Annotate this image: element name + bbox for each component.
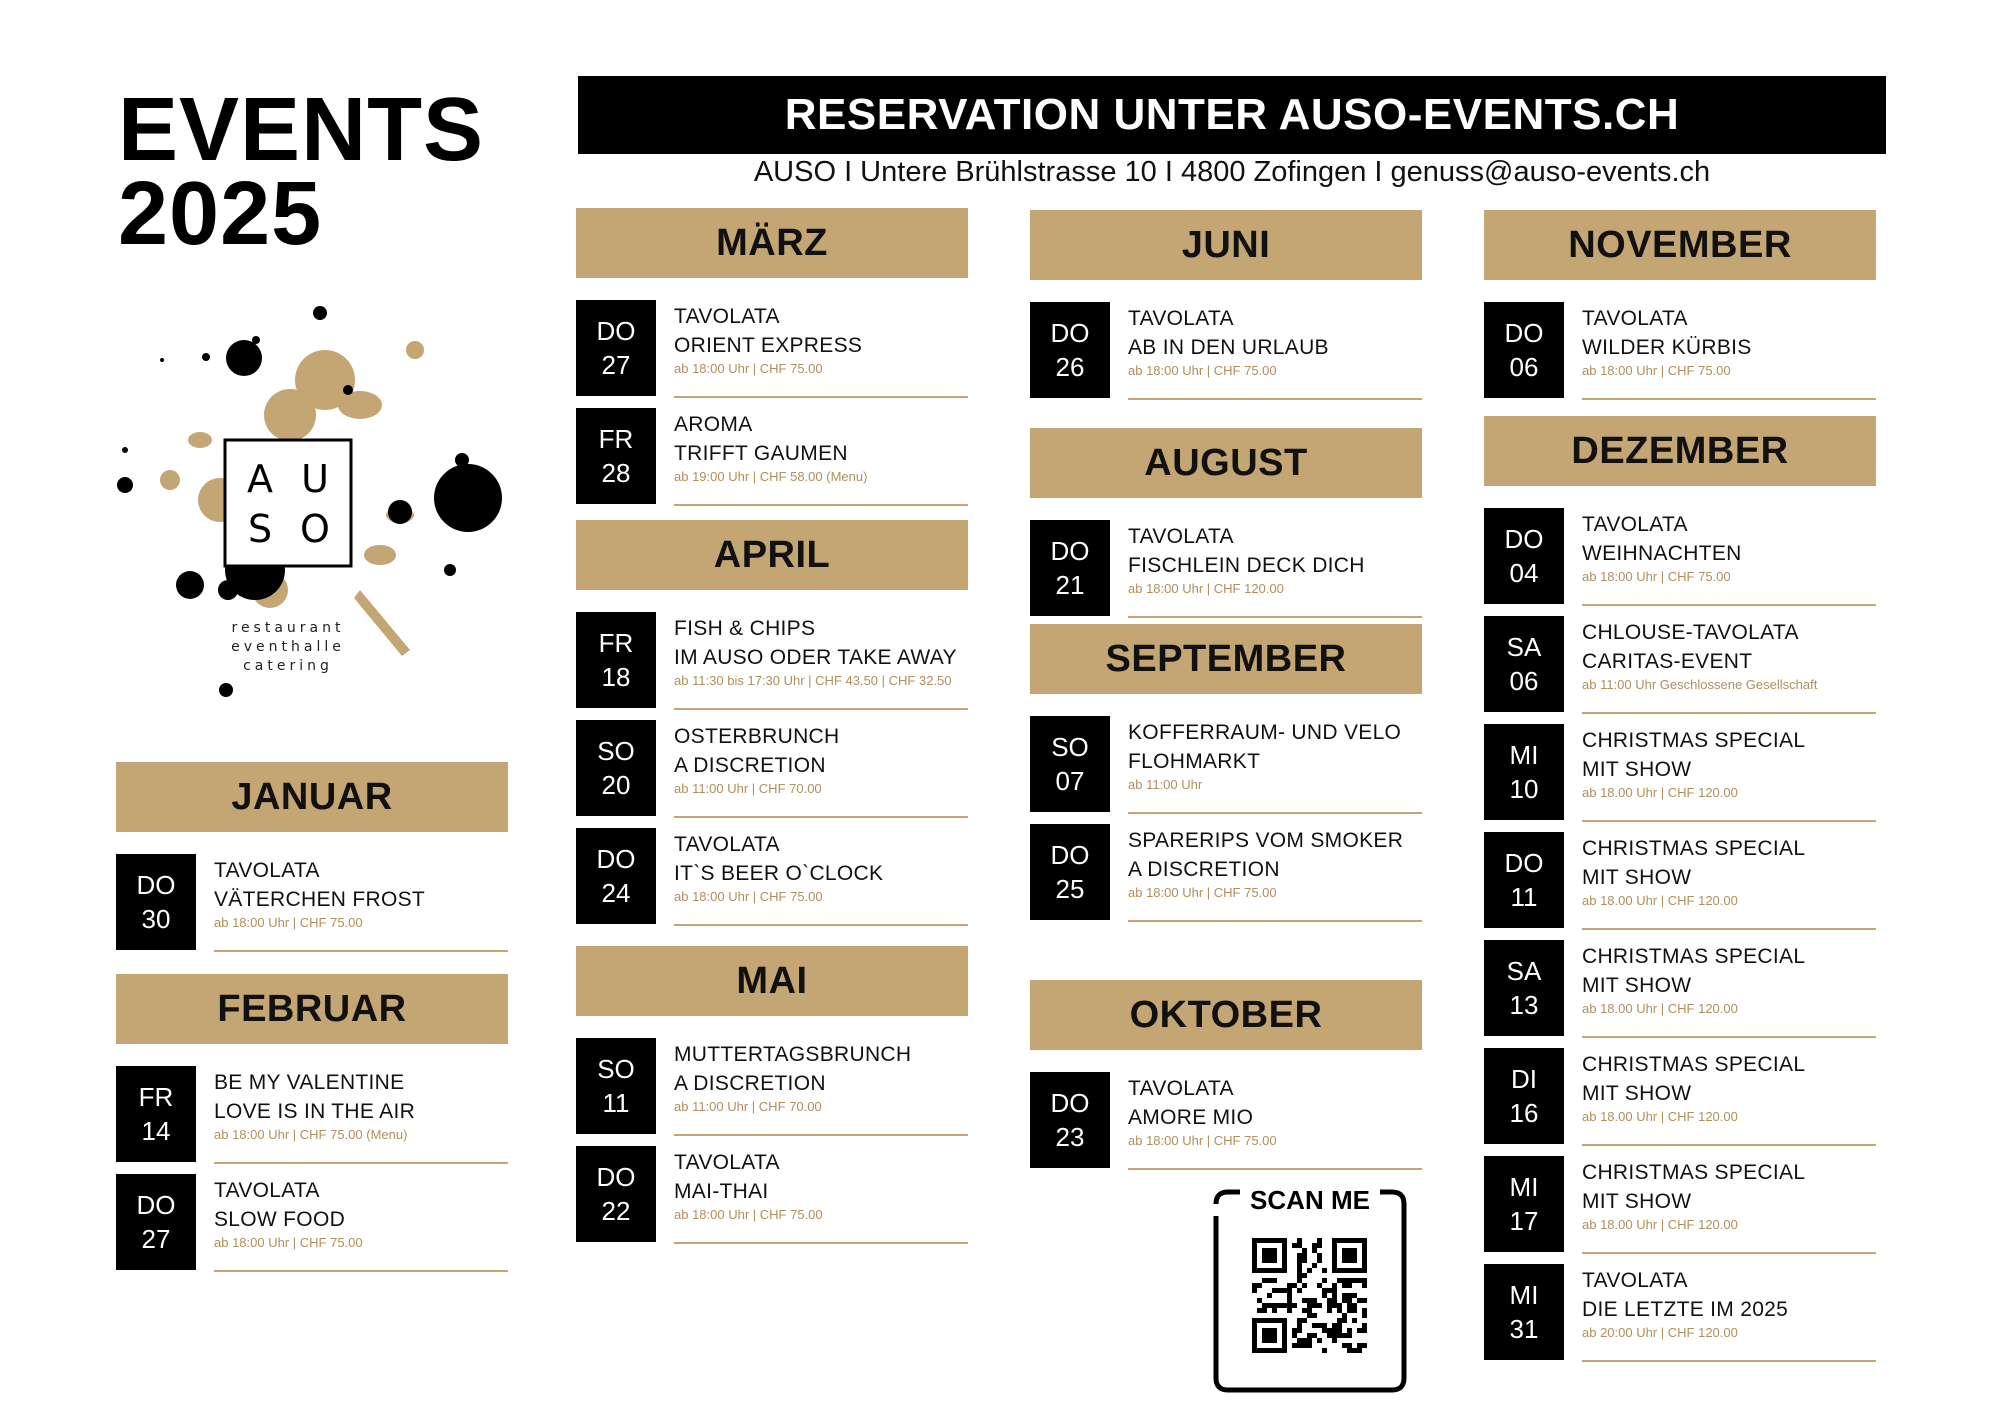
logo-letter-o: O — [300, 507, 330, 551]
event-date-box — [1030, 1072, 1110, 1168]
event-info — [1582, 304, 1876, 400]
month-header-august: AUGUST — [1030, 428, 1422, 498]
event-info — [1582, 1050, 1876, 1146]
event-weekday: DO — [1050, 1088, 1090, 1118]
event-day-number: 06 — [1509, 352, 1539, 382]
event-title: FISH & CHIPS — [674, 617, 816, 640]
event-info — [674, 1148, 968, 1244]
month-section-februar — [116, 974, 508, 1282]
logo-tagline-eventhalle: eventhalle — [231, 639, 345, 655]
event-date-box — [1484, 1156, 1564, 1252]
event-row[interactable] — [576, 720, 968, 816]
event-weekday: SO — [1051, 732, 1089, 762]
event-subtitle: FISCHLEIN DECK DICH — [1128, 554, 1365, 577]
event-subtitle: MIT SHOW — [1582, 974, 1692, 997]
event-row[interactable] — [1484, 724, 1876, 820]
event-day-number: 17 — [1509, 1206, 1539, 1236]
event-subtitle: MIT SHOW — [1582, 866, 1692, 889]
event-day-number: 14 — [141, 1116, 171, 1146]
event-info — [1128, 718, 1422, 814]
event-details: ab 18:00 Uhr | CHF 75.00 — [1128, 363, 1277, 378]
event-weekday: SO — [597, 736, 635, 766]
event-day-number: 04 — [1509, 558, 1539, 588]
event-title: TAVOLATA — [674, 833, 780, 856]
event-details: ab 18:00 Uhr | CHF 75.00 — [1128, 1133, 1277, 1148]
event-details: ab 18:00 Uhr | CHF 75.00 — [214, 1235, 363, 1250]
event-title: TAVOLATA — [214, 859, 320, 882]
event-subtitle: LOVE IS IN THE AIR — [214, 1100, 416, 1123]
month-section-juni — [1030, 210, 1422, 410]
month-header-maerz: MÄRZ — [576, 208, 968, 278]
event-row[interactable] — [1484, 940, 1876, 1036]
event-day-number: 13 — [1509, 990, 1539, 1020]
event-day-number: 24 — [601, 878, 631, 908]
event-info — [1128, 304, 1422, 400]
event-subtitle: MAI-THAI — [674, 1180, 769, 1203]
event-details: ab 11:00 Uhr | CHF 70.00 — [674, 781, 822, 796]
event-details: ab 18:00 Uhr | CHF 75.00 (Menu) — [214, 1127, 408, 1142]
event-day-number: 22 — [601, 1196, 631, 1226]
event-title: SPARERIPS VOM SMOKER — [1128, 829, 1404, 852]
event-info — [1582, 510, 1876, 606]
event-details: ab 18.00 Uhr | CHF 120.00 — [1582, 785, 1738, 800]
event-weekday: FR — [598, 628, 634, 658]
event-title: CHRISTMAS SPECIAL — [1582, 729, 1806, 752]
event-day-number: 30 — [141, 904, 171, 934]
event-title: AROMA — [674, 413, 753, 436]
logo-letter-s: S — [247, 507, 273, 551]
event-weekday: DO — [596, 1162, 636, 1192]
event-row[interactable] — [116, 854, 508, 950]
month-section-september — [1030, 624, 1422, 932]
event-subtitle: SLOW FOOD — [214, 1208, 346, 1231]
event-title: CHRISTMAS SPECIAL — [1582, 945, 1806, 968]
logo-tagline-restaurant: restaurant — [231, 620, 345, 636]
event-date-box — [116, 854, 196, 950]
event-date-box — [1484, 302, 1564, 398]
event-row[interactable] — [1484, 302, 1876, 398]
event-weekday: DO — [1050, 536, 1090, 566]
event-date-box — [1030, 302, 1110, 398]
event-subtitle: MIT SHOW — [1582, 1190, 1692, 1213]
event-title: BE MY VALENTINE — [214, 1071, 405, 1094]
month-section-august — [1030, 428, 1422, 628]
event-info — [674, 1040, 968, 1136]
event-title: CHRISTMAS SPECIAL — [1582, 1053, 1806, 1076]
event-subtitle: VÄTERCHEN FROST — [214, 888, 426, 911]
event-subtitle: MIT SHOW — [1582, 1082, 1692, 1105]
month-header-september: SEPTEMBER — [1030, 624, 1422, 694]
month-header-februar: FEBRUAR — [116, 974, 508, 1044]
event-date-box — [116, 1066, 196, 1162]
page-title — [118, 80, 485, 264]
month-header-juni: JUNI — [1030, 210, 1422, 280]
month-header-oktober: OKTOBER — [1030, 980, 1422, 1050]
event-title: TAVOLATA — [674, 305, 780, 328]
event-weekday: SA — [1506, 632, 1542, 662]
event-row[interactable] — [576, 828, 968, 924]
event-row[interactable] — [1484, 832, 1876, 928]
event-date-box — [576, 828, 656, 924]
month-header-januar: JANUAR — [116, 762, 508, 832]
event-day-number: 07 — [1055, 766, 1085, 796]
event-row[interactable] — [1484, 1264, 1876, 1360]
event-info — [1128, 522, 1422, 618]
logo-letter-u: U — [301, 457, 329, 501]
event-title: CHRISTMAS SPECIAL — [1582, 1161, 1806, 1184]
title-line-year: 2025 — [118, 164, 323, 264]
event-day-number: 18 — [601, 662, 631, 692]
month-section-november — [1484, 210, 1876, 410]
event-weekday: MI — [1509, 1280, 1539, 1310]
event-title: TAVOLATA — [214, 1179, 320, 1202]
event-row[interactable] — [116, 1066, 508, 1162]
event-info — [1582, 1266, 1876, 1362]
event-info — [1128, 826, 1422, 922]
event-subtitle: MIT SHOW — [1582, 758, 1692, 781]
event-title: OSTERBRUNCH — [674, 725, 840, 748]
event-row[interactable] — [1030, 520, 1422, 616]
event-row[interactable] — [1484, 616, 1876, 712]
event-details: ab 18:00 Uhr | CHF 75.00 — [674, 889, 823, 904]
event-subtitle: FLOHMARKT — [1128, 750, 1261, 773]
event-day-number: 31 — [1509, 1314, 1539, 1344]
event-title: TAVOLATA — [1128, 307, 1234, 330]
event-subtitle: TRIFFT GAUMEN — [674, 442, 848, 465]
event-weekday: DO — [1050, 840, 1090, 870]
event-row[interactable] — [1030, 1072, 1422, 1168]
event-subtitle: IM AUSO ODER TAKE AWAY — [674, 646, 957, 669]
event-day-number: 27 — [601, 350, 631, 380]
event-details: ab 18:00 Uhr | CHF 120.00 — [1128, 581, 1284, 596]
event-row[interactable] — [1484, 1048, 1876, 1144]
event-title: TAVOLATA — [1582, 307, 1688, 330]
event-details: ab 19:00 Uhr | CHF 58.00 (Menu) — [674, 469, 868, 484]
event-title: TAVOLATA — [674, 1151, 780, 1174]
event-weekday: DO — [1504, 524, 1544, 554]
event-day-number: 06 — [1509, 666, 1539, 696]
event-details: ab 18:00 Uhr | CHF 75.00 — [674, 361, 823, 376]
event-subtitle: A DISCRETION — [1128, 858, 1280, 881]
event-details: ab 18:00 Uhr | CHF 75.00 — [1582, 363, 1731, 378]
event-weekday: FR — [138, 1082, 174, 1112]
event-row[interactable] — [1030, 824, 1422, 920]
scan-me-label: SCAN ME — [1250, 1186, 1370, 1215]
event-day-number: 25 — [1055, 874, 1085, 904]
event-details: ab 18.00 Uhr | CHF 120.00 — [1582, 1217, 1738, 1232]
event-date-box — [1030, 824, 1110, 920]
logo-letter-a: A — [247, 457, 273, 501]
event-row[interactable] — [1484, 1156, 1876, 1252]
event-details: ab 11:30 bis 17:30 Uhr | CHF 43.50 | CHF 32.50 — [674, 673, 952, 688]
event-date-box — [1484, 724, 1564, 820]
event-date-box — [1484, 616, 1564, 712]
event-info — [1582, 942, 1876, 1038]
event-weekday: SA — [1506, 956, 1542, 986]
month-header-november: NOVEMBER — [1484, 210, 1876, 280]
event-info — [214, 856, 508, 952]
event-weekday: DO — [1050, 318, 1090, 348]
event-date-box — [576, 612, 656, 708]
event-details: ab 11:00 Uhr Geschlossene Gesellschaft — [1582, 677, 1818, 692]
event-day-number: 23 — [1055, 1122, 1085, 1152]
event-details: ab 18:00 Uhr | CHF 75.00 — [214, 915, 363, 930]
event-details: ab 18.00 Uhr | CHF 120.00 — [1582, 1001, 1738, 1016]
qr-scan-box[interactable] — [1210, 1186, 1410, 1396]
event-title: TAVOLATA — [1128, 525, 1234, 548]
event-details: ab 11:00 Uhr | CHF 70.00 — [674, 1099, 822, 1114]
event-details: ab 18:00 Uhr | CHF 75.00 — [674, 1207, 823, 1222]
event-details: ab 18:00 Uhr | CHF 75.00 — [1128, 885, 1277, 900]
event-info — [214, 1068, 508, 1164]
event-info — [674, 302, 968, 398]
event-weekday: DO — [596, 316, 636, 346]
event-row[interactable] — [576, 612, 968, 708]
event-date-box — [576, 720, 656, 816]
event-details: ab 18:00 Uhr | CHF 75.00 — [1582, 569, 1731, 584]
event-row[interactable] — [1030, 302, 1422, 398]
auso-logo — [110, 300, 510, 700]
event-info — [1582, 834, 1876, 930]
event-subtitle: ORIENT EXPRESS — [674, 334, 863, 357]
event-row[interactable] — [116, 1174, 508, 1270]
event-row[interactable] — [576, 1038, 968, 1134]
event-info — [674, 614, 968, 710]
month-header-mai: MAI — [576, 946, 968, 1016]
event-day-number: 20 — [601, 770, 631, 800]
event-weekday: SO — [597, 1054, 635, 1084]
month-section-oktober — [1030, 980, 1422, 1180]
event-info — [1128, 1074, 1422, 1170]
event-title: TAVOLATA — [1128, 1077, 1234, 1100]
event-info — [674, 722, 968, 818]
event-weekday: DO — [1504, 848, 1544, 878]
month-section-mai — [576, 946, 968, 1254]
event-info — [674, 830, 968, 926]
event-subtitle: AB IN DEN URLAUB — [1128, 336, 1329, 359]
event-info — [1582, 618, 1876, 714]
event-info — [674, 410, 968, 506]
event-title: CHRISTMAS SPECIAL — [1582, 837, 1806, 860]
event-weekday: DO — [136, 1190, 176, 1220]
event-date-box — [1484, 1048, 1564, 1144]
event-weekday: MI — [1509, 1172, 1539, 1202]
month-section-januar — [116, 762, 508, 962]
event-details: ab 20:00 Uhr | CHF 120.00 — [1582, 1325, 1738, 1340]
event-subtitle: AMORE MIO — [1128, 1106, 1254, 1129]
event-title: TAVOLATA — [1582, 513, 1688, 536]
event-day-number: 21 — [1055, 570, 1085, 600]
event-date-box — [116, 1174, 196, 1270]
event-weekday: FR — [598, 424, 634, 454]
logo-tagline-catering: catering — [243, 658, 333, 674]
event-date-box — [1484, 832, 1564, 928]
event-weekday: DO — [1504, 318, 1544, 348]
event-subtitle: WILDER KÜRBIS — [1582, 336, 1752, 359]
title-line-events: EVENTS — [118, 80, 485, 180]
event-date-box — [1484, 940, 1564, 1036]
event-day-number: 26 — [1055, 352, 1085, 382]
event-subtitle: DIE LETZTE IM 2025 — [1582, 1298, 1789, 1321]
event-title: MUTTERTAGSBRUNCH — [674, 1043, 912, 1066]
event-date-box — [1030, 716, 1110, 812]
event-row[interactable] — [576, 300, 968, 396]
month-section-april — [576, 520, 968, 936]
event-subtitle: IT`S BEER O`CLOCK — [674, 862, 884, 885]
event-day-number: 11 — [1510, 882, 1538, 912]
event-weekday: DO — [136, 870, 176, 900]
event-row[interactable] — [576, 1146, 968, 1242]
event-row[interactable] — [576, 408, 968, 504]
event-date-box — [576, 1038, 656, 1134]
event-date-box — [1484, 1264, 1564, 1360]
event-date-box — [576, 300, 656, 396]
month-header-april: APRIL — [576, 520, 968, 590]
event-date-box — [1484, 508, 1564, 604]
event-subtitle: A DISCRETION — [674, 1072, 826, 1095]
qr-code-icon — [1252, 1238, 1367, 1353]
event-weekday: MI — [1509, 740, 1539, 770]
event-subtitle: CARITAS-EVENT — [1582, 650, 1753, 673]
event-day-number: 16 — [1509, 1098, 1539, 1128]
month-header-dezember: DEZEMBER — [1484, 416, 1876, 486]
event-info — [1582, 726, 1876, 822]
event-day-number: 28 — [601, 458, 631, 488]
event-subtitle: A DISCRETION — [674, 754, 826, 777]
address-line: AUSO I Untere Brühlstrasse 10 I 4800 Zofingen I genuss@auso-events.ch — [753, 156, 1711, 188]
event-day-number: 27 — [141, 1224, 171, 1254]
event-day-number: 10 — [1509, 774, 1539, 804]
event-date-box — [576, 1146, 656, 1242]
reservation-banner[interactable]: RESERVATION UNTER AUSO-EVENTS.CH — [578, 76, 1886, 154]
event-date-box — [1030, 520, 1110, 616]
event-title: CHLOUSE-TAVOLATA — [1582, 621, 1799, 644]
event-weekday: DI — [1511, 1064, 1537, 1094]
event-subtitle: WEIHNACHTEN — [1582, 542, 1742, 565]
event-info — [214, 1176, 508, 1272]
event-row[interactable] — [1030, 716, 1422, 812]
event-details: ab 11:00 Uhr — [1128, 777, 1203, 792]
event-details: ab 18.00 Uhr | CHF 120.00 — [1582, 1109, 1738, 1124]
month-section-dezember — [1484, 416, 1876, 1372]
event-date-box — [576, 408, 656, 504]
event-title: TAVOLATA — [1582, 1269, 1688, 1292]
event-day-number: 11 — [602, 1088, 630, 1118]
month-section-maerz — [576, 208, 968, 516]
event-details: ab 18.00 Uhr | CHF 120.00 — [1582, 893, 1738, 908]
event-row[interactable] — [1484, 508, 1876, 604]
event-info — [1582, 1158, 1876, 1254]
event-title: KOFFERRAUM- UND VELO — [1128, 721, 1402, 744]
event-weekday: DO — [596, 844, 636, 874]
